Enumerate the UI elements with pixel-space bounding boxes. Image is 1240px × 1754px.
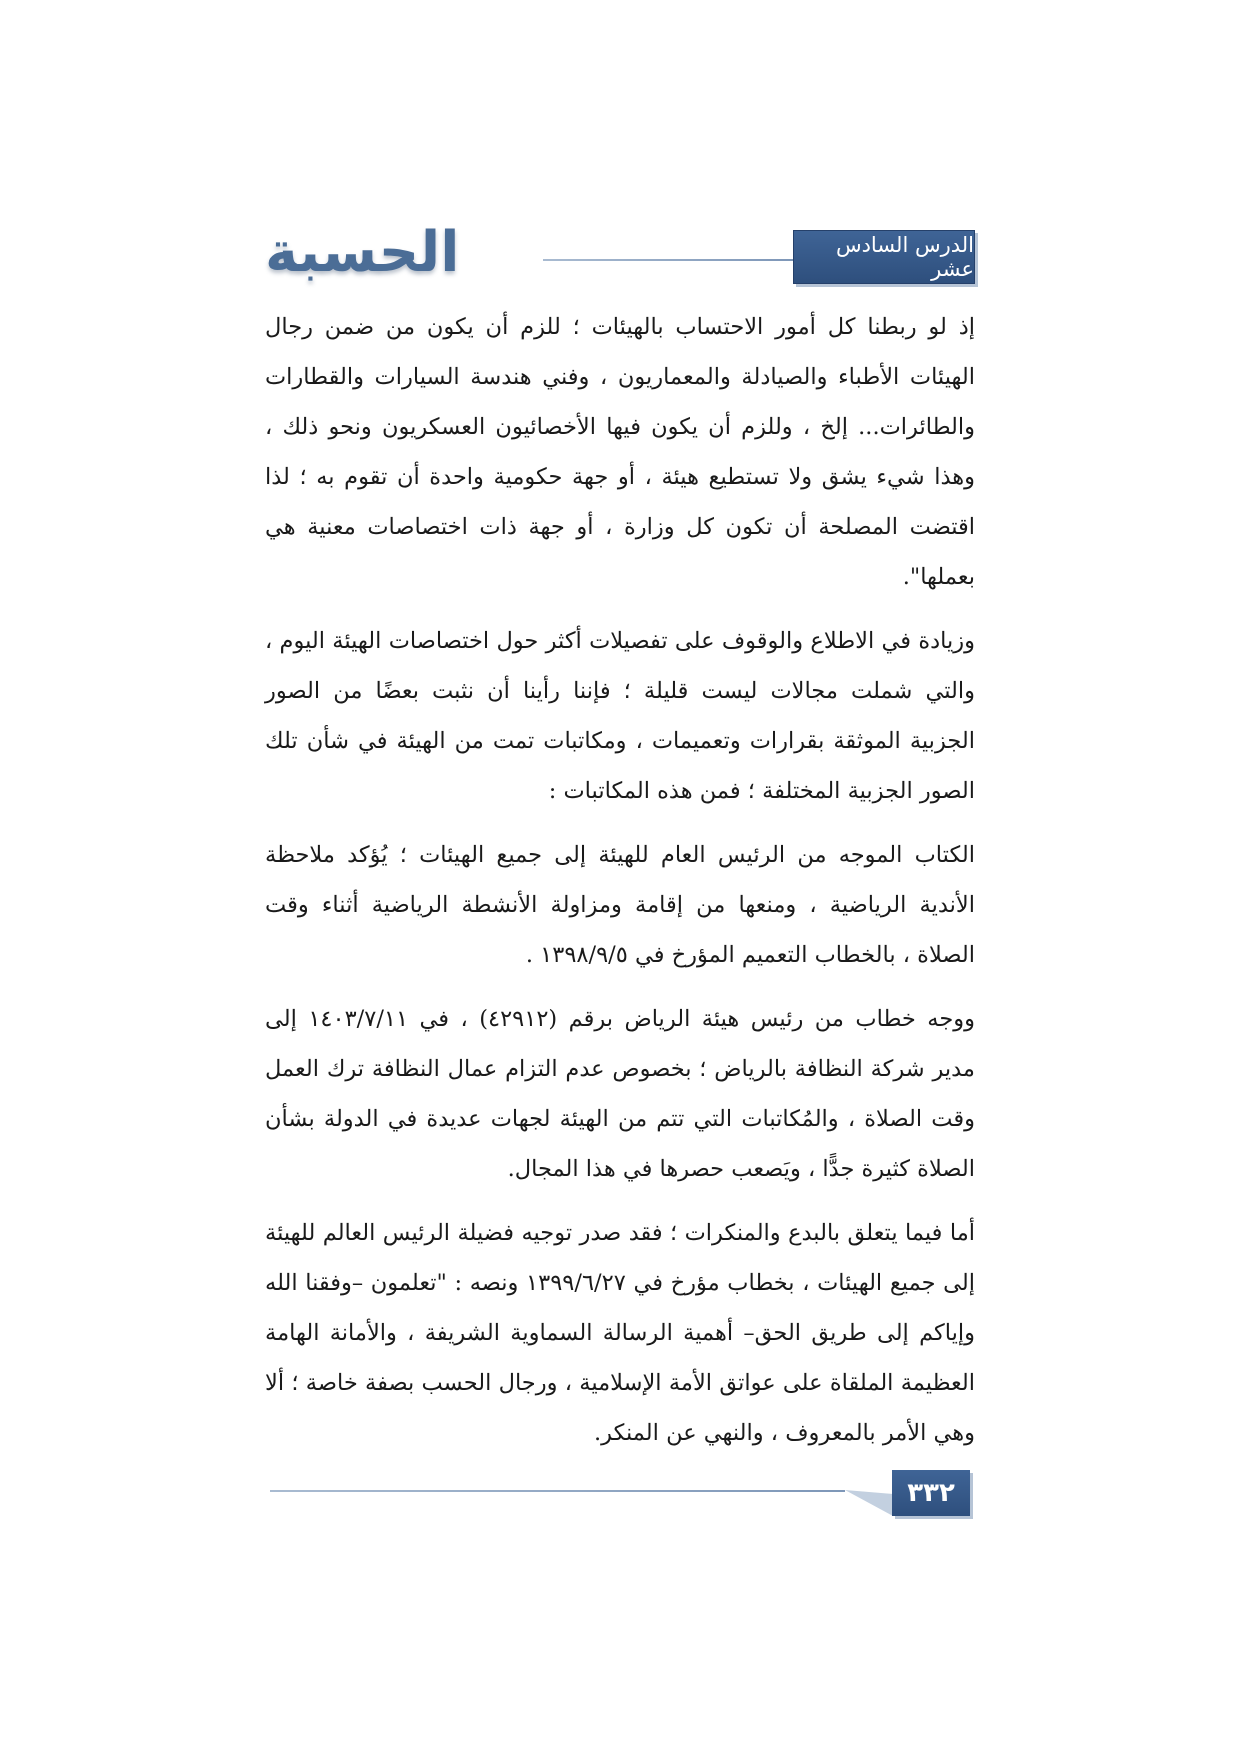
paragraph: الكتاب الموجه من الرئيس العام للهيئة إلى جميع الهيئات ؛ يُؤكد ملاحظة الأندية الرياضية ، ومنعها من إقامة ومزاولة الأنشطة الرياضية أثناء وقت الصلاة ، بالخطاب التعميم المؤرخ في ١٣٩٨/٩/٥ . <box>265 842 975 968</box>
page-footer <box>270 1470 970 1520</box>
paragraph: وزيادة في الاطلاع والوقوف على تفصيلات أكثر حول اختصاصات الهيئة اليوم ، والتي شملت مجالات ليست قليلة ؛ فإننا رأينا أن نثبت بعضًا من الصور الجزبية الموثقة بقرارات وتعميمات ، ومكاتبات تمت من الهيئة في شأن تلك الصور الجزبية المختلفة ؛ فمن هذه المكاتبات : <box>265 628 975 804</box>
page-header <box>265 220 975 292</box>
footer-divider <box>270 1490 845 1492</box>
paragraph: إذ لو ربطنا كل أمور الاحتساب بالهيئات ؛ للزم أن يكون من ضمن رجال الهيئات الأطباء والصيادلة والمعماريون ، وفني هندسة السيارات والقطارات والطائرات... إلخ ، وللزم أن يكون فيها الأخصائيون العسكريون ونحو ذلك ، وهذا شيء يشق ولا تستطيع هيئة ، أو جهة حكومية واحدة أن تقوم به ؛ لذا اقتضت المصلحة أن تكون كل وزارة ، أو جهة ذات اختصاصات معنية هي بعملها". <box>265 314 975 590</box>
paragraph: ووجه خطاب من رئيس هيئة الرياض برقم (٤٢٩١٢) ، في ١٤٠٣/٧/١١ إلى مدير شركة النظافة بالرياض ؛ بخصوص عدم التزام عمال النظافة ترك العمل وقت الصلاة ، والمُكاتبات التي تتم من الهيئة لجهات عديدة في الدولة بشأن الصلاة كثيرة جدًّا ، ويَصعب حصرها في هذا المجال. <box>265 1006 975 1182</box>
footer-divider-wedge <box>845 1490 893 1516</box>
paragraph: أما فيما يتعلق بالبدع والمنكرات ؛ فقد صدر توجيه فضيلة الرئيس العالم للهيئة إلى جميع الهيئات ، بخطاب مؤرخ في ١٣٩٩/٦/٢٧ ونصه : "تعلمون –وفقنا الله وإياكم إلى طريق الحق– أهمية الرسالة السماوية الشريفة ، والأمانة الهامة العظيمة الملقاة على عواتق الأمة الإسلامية ، ورجال الحسب بصفة خاصة ؛ ألا وهي الأمر بالمعروف ، والنهي عن المنكر. <box>265 1220 975 1446</box>
header-divider <box>543 259 793 261</box>
page-body <box>265 302 975 1472</box>
book-title: الحسبة <box>265 220 460 285</box>
lesson-badge: الدرس السادس عشر <box>793 230 975 284</box>
page-number: ٣٣٢ <box>892 1470 970 1516</box>
